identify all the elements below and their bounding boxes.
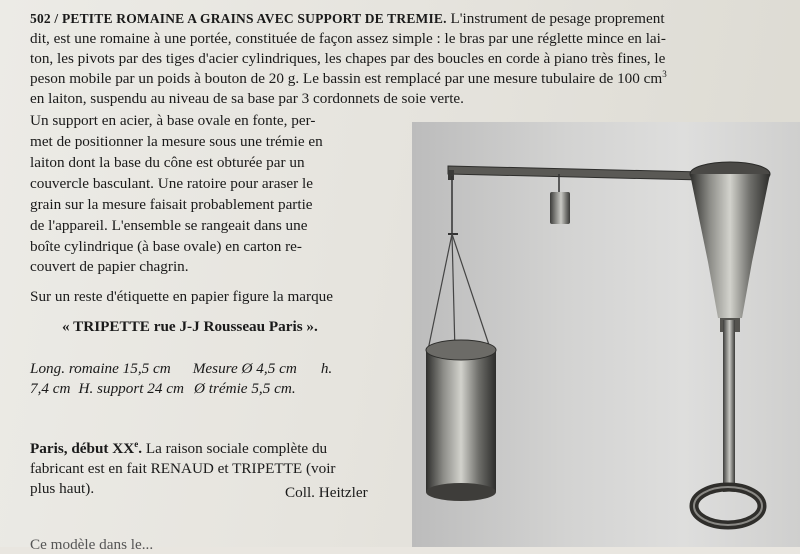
- dimensions-line-1: [30, 360, 332, 378]
- century-superscript: e: [134, 439, 139, 449]
- dim-measure-height: 7,4 cm: [30, 380, 71, 397]
- cord-left: [428, 234, 452, 350]
- dating-line-2: fabricant est en fait RENAUD et TRIPETTE (voir: [30, 460, 336, 477]
- body-line-7: boîte cylindrique (à base ovale) en carton re-: [30, 238, 302, 255]
- dating-line-1-rest: La raison sociale complète du: [145, 440, 328, 457]
- cubic-superscript: 3: [662, 69, 667, 79]
- body-line-6: de l'appareil. L'ensemble se rangeait dans une: [30, 217, 308, 234]
- dim-height-label: h.: [320, 360, 333, 377]
- cord-right: [452, 234, 490, 348]
- tubular-measure: [426, 350, 496, 492]
- entry-heading-line: [30, 10, 665, 28]
- intro-line-1: L'instrument de pesage proprement: [450, 10, 665, 27]
- dating-line-3: plus haut).: [30, 480, 95, 497]
- label-note: Sur un reste d'étiquette en papier figure la marque: [30, 288, 333, 305]
- dimensions-line-2: [30, 380, 296, 398]
- measure-base: [426, 483, 496, 501]
- entry-title: 502 / PETITE ROMAINE A GRAINS AVEC SUPPORT DE TREMIE.: [30, 11, 447, 26]
- body-line-1: Un support en acier, à base ovale en fonte, per-: [30, 112, 316, 129]
- place-date-period: .: [138, 440, 143, 457]
- brand-mark: « TRIPETTE rue J-J Rousseau Paris ».: [62, 318, 318, 335]
- place-date-text: Paris, début XX: [30, 440, 135, 457]
- dating-line-1: [30, 440, 327, 458]
- dim-support-height: H. support 24 cm: [78, 380, 184, 397]
- steelyard-illustration: [412, 122, 800, 547]
- instrument-photo: [412, 122, 800, 547]
- dim-romaine-length: Long. romaine 15,5 cm: [30, 360, 171, 377]
- support-post: [723, 320, 735, 492]
- measure-rim: [426, 340, 496, 360]
- stand-base-inner: [694, 487, 762, 525]
- intro-line-2: dit, est une romaine à une portée, constituée de façon assez simple : le bras par une réglette mince en lai-: [30, 30, 666, 47]
- intro-line-5: en laiton, suspendu au niveau de sa base par 3 cordonnets de soie verte.: [30, 90, 464, 107]
- body-line-8: couvert de papier chagrin.: [30, 258, 189, 275]
- intro-line-4: peson mobile par un poids à bouton de 20 g. Le bassin est remplacé par une mesure tubulaire de 100 cm: [30, 70, 663, 87]
- intro-line-3: ton, les pivots par des tiges d'acier cylindriques, les chapes par des boucles en corde à piano très fines, le: [30, 50, 666, 67]
- cut-off-line: Ce modèle dans le...: [30, 536, 154, 553]
- sliding-weight: [550, 192, 570, 224]
- hopper-cone: [690, 174, 770, 318]
- body-line-4: couvercle basculant. Une ratoire pour araser le: [30, 175, 313, 192]
- collection-credit: Coll. Heitzler: [285, 484, 368, 501]
- beam-hook: [448, 170, 454, 180]
- place-date: [30, 440, 142, 457]
- dim-hopper-diameter: Ø trémie 5,5 cm.: [193, 380, 296, 397]
- intro-line-4-wrap: [30, 70, 667, 88]
- body-line-2: met de positionner la mesure sous une trémie en: [30, 133, 323, 150]
- steelyard-beam: [448, 166, 702, 180]
- dim-measure-diameter: Mesure Ø 4,5 cm: [192, 360, 297, 377]
- body-line-3: laiton dont la base du cône est obturée par un: [30, 154, 305, 171]
- body-line-5: grain sur la mesure faisait probablement partie: [30, 196, 313, 213]
- cord-middle: [452, 234, 455, 352]
